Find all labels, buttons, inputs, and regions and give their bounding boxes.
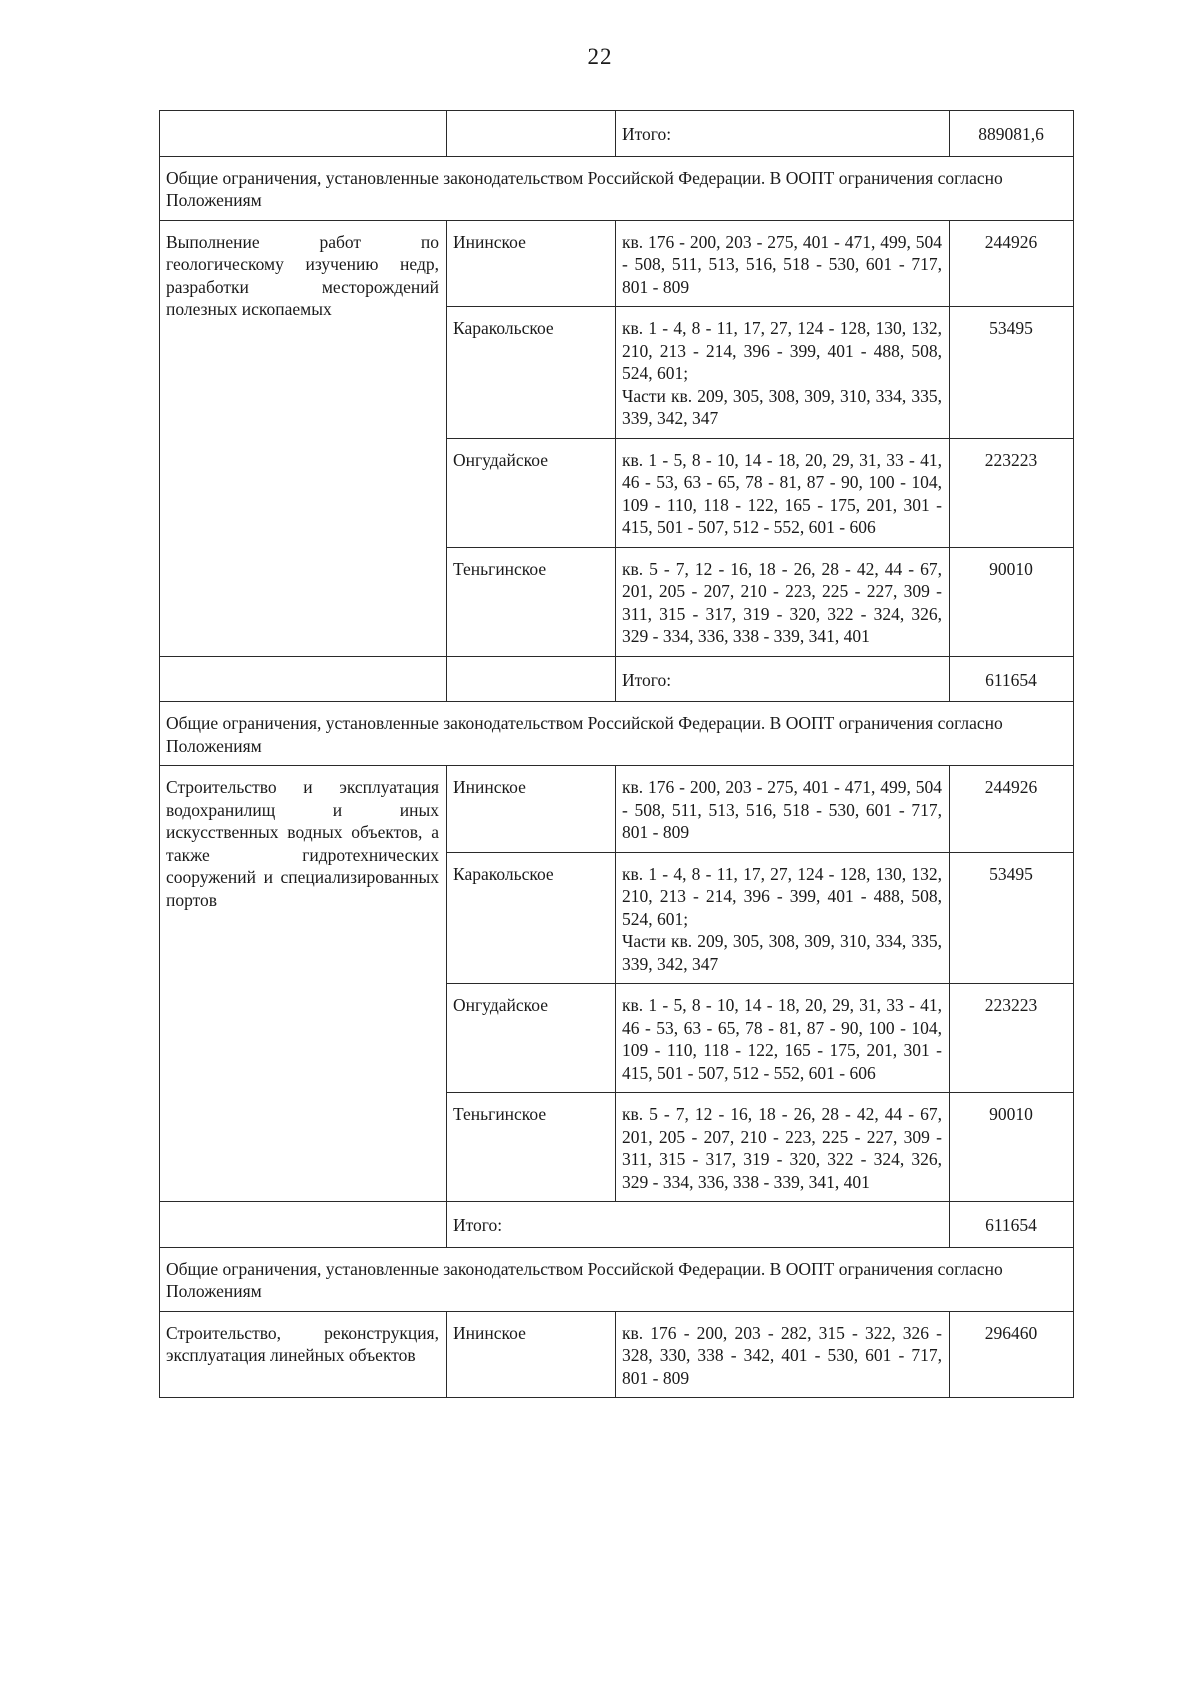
area-cell: 244926	[950, 220, 1074, 307]
table-row	[160, 766, 1074, 853]
quarters-cell	[616, 852, 950, 984]
area-cell: 90010	[950, 1093, 1074, 1202]
district-cell: Каракольское	[447, 852, 616, 984]
restrictions-note: Общие ограничения, установленные законодательством Российской Федерации. В ООПТ ограничения согласно Положениям	[160, 156, 1074, 220]
area-cell: 223223	[950, 438, 1074, 547]
total-label: Итого:	[616, 111, 950, 157]
quarters-cell: кв. 176 - 200, 203 - 275, 401 - 471, 499, 504 - 508, 511, 513, 516, 518 - 530, 601 - 717, 801 - 809	[616, 220, 950, 307]
quarters-cell: кв. 5 - 7, 12 - 16, 18 - 26, 28 - 42, 44 - 67, 201, 205 - 207, 210 - 223, 225 - 227, 309 - 311, 315 - 317, 319 - 320, 322 - 324, 326, 329 - 334, 336, 338 - 339, 341, 401	[616, 547, 950, 656]
total-value: 611654	[950, 656, 1074, 702]
activity-cell: Строительство и эксплуатация водохранилищ и иных искусственных водных объектов, а также гидротехнических сооружений и специализированных портов	[160, 766, 447, 1202]
table-row	[160, 656, 1074, 702]
quarters-cell: кв. 1 - 5, 8 - 10, 14 - 18, 20, 29, 31, 33 - 41, 46 - 53, 63 - 65, 78 - 81, 87 - 90, 100 - 104, 109 - 110, 118 - 122, 165 - 175, 201, 301 - 415, 501 - 507, 512 - 552, 601 - 606	[616, 984, 950, 1093]
total-value: 889081,6	[950, 111, 1074, 157]
area-cell: 53495	[950, 307, 1074, 439]
district-cell: Ининское	[447, 1311, 616, 1398]
total-label: Итого:	[616, 656, 950, 702]
table-row	[160, 220, 1074, 307]
table-row	[160, 111, 1074, 157]
table-row	[160, 1311, 1074, 1398]
district-cell: Каракольское	[447, 307, 616, 439]
page-number: 22	[587, 44, 613, 69]
activity-cell: Строительство, реконструкция, эксплуатация линейных объектов	[160, 1311, 447, 1398]
quarters-text: кв. 1 - 4, 8 - 11, 17, 27, 124 - 128, 130, 132, 210, 213 - 214, 396 - 399, 401 - 488, 508, 524, 601;	[622, 863, 942, 929]
quarters-parts-text: Части кв. 209, 305, 308, 309, 310, 334, 335, 339, 342, 347	[622, 931, 942, 974]
district-cell: Онгудайское	[447, 438, 616, 547]
table-row	[160, 702, 1074, 766]
restrictions-note: Общие ограничения, установленные законодательством Российской Федерации. В ООПТ ограничения согласно Положениям	[160, 702, 1074, 766]
restrictions-table	[159, 110, 1074, 1398]
district-cell: Ининское	[447, 766, 616, 853]
table-row	[160, 156, 1074, 220]
quarters-cell	[616, 307, 950, 439]
quarters-parts-text: Части кв. 209, 305, 308, 309, 310, 334, 335, 339, 342, 347	[622, 385, 942, 428]
activity-cell: Выполнение работ по геологическому изучению недр, разработки месторождений полезных ископаемых	[160, 220, 447, 656]
restrictions-note: Общие ограничения, установленные законодательством Российской Федерации. В ООПТ ограничения согласно Положениям	[160, 1247, 1074, 1311]
district-cell: Ининское	[447, 220, 616, 307]
area-cell: 296460	[950, 1311, 1074, 1398]
empty-cell	[447, 111, 616, 157]
quarters-text: кв. 1 - 4, 8 - 11, 17, 27, 124 - 128, 130, 132, 210, 213 - 214, 396 - 399, 401 - 488, 508, 524, 601;	[622, 318, 942, 383]
table-row	[160, 1247, 1074, 1311]
total-label: Итого:	[447, 1202, 950, 1248]
quarters-cell: кв. 176 - 200, 203 - 275, 401 - 471, 499, 504 - 508, 511, 513, 516, 518 - 530, 601 - 717, 801 - 809	[616, 766, 950, 853]
district-cell: Теньгинское	[447, 547, 616, 656]
area-cell: 223223	[950, 984, 1074, 1093]
table-row	[160, 1202, 1074, 1248]
district-cell: Теньгинское	[447, 1093, 616, 1202]
district-cell: Онгудайское	[447, 984, 616, 1093]
empty-cell	[160, 1202, 447, 1248]
empty-cell	[160, 656, 447, 702]
area-cell: 53495	[950, 852, 1074, 984]
quarters-cell: кв. 5 - 7, 12 - 16, 18 - 26, 28 - 42, 44 - 67, 201, 205 - 207, 210 - 223, 225 - 227, 309 - 311, 315 - 317, 319 - 320, 322 - 324, 326, 329 - 334, 336, 338 - 339, 341, 401	[616, 1093, 950, 1202]
empty-cell	[160, 111, 447, 157]
area-cell: 90010	[950, 547, 1074, 656]
area-cell: 244926	[950, 766, 1074, 853]
empty-cell	[447, 656, 616, 702]
quarters-cell: кв. 1 - 5, 8 - 10, 14 - 18, 20, 29, 31, 33 - 41, 46 - 53, 63 - 65, 78 - 81, 87 - 90, 100 - 104, 109 - 110, 118 - 122, 165 - 175, 201, 301 - 415, 501 - 507, 512 - 552, 601 - 606	[616, 438, 950, 547]
quarters-cell: кв. 176 - 200, 203 - 282, 315 - 322, 326 - 328, 330, 338 - 342, 401 - 530, 601 - 717, 801 - 809	[616, 1311, 950, 1398]
total-value: 611654	[950, 1202, 1074, 1248]
